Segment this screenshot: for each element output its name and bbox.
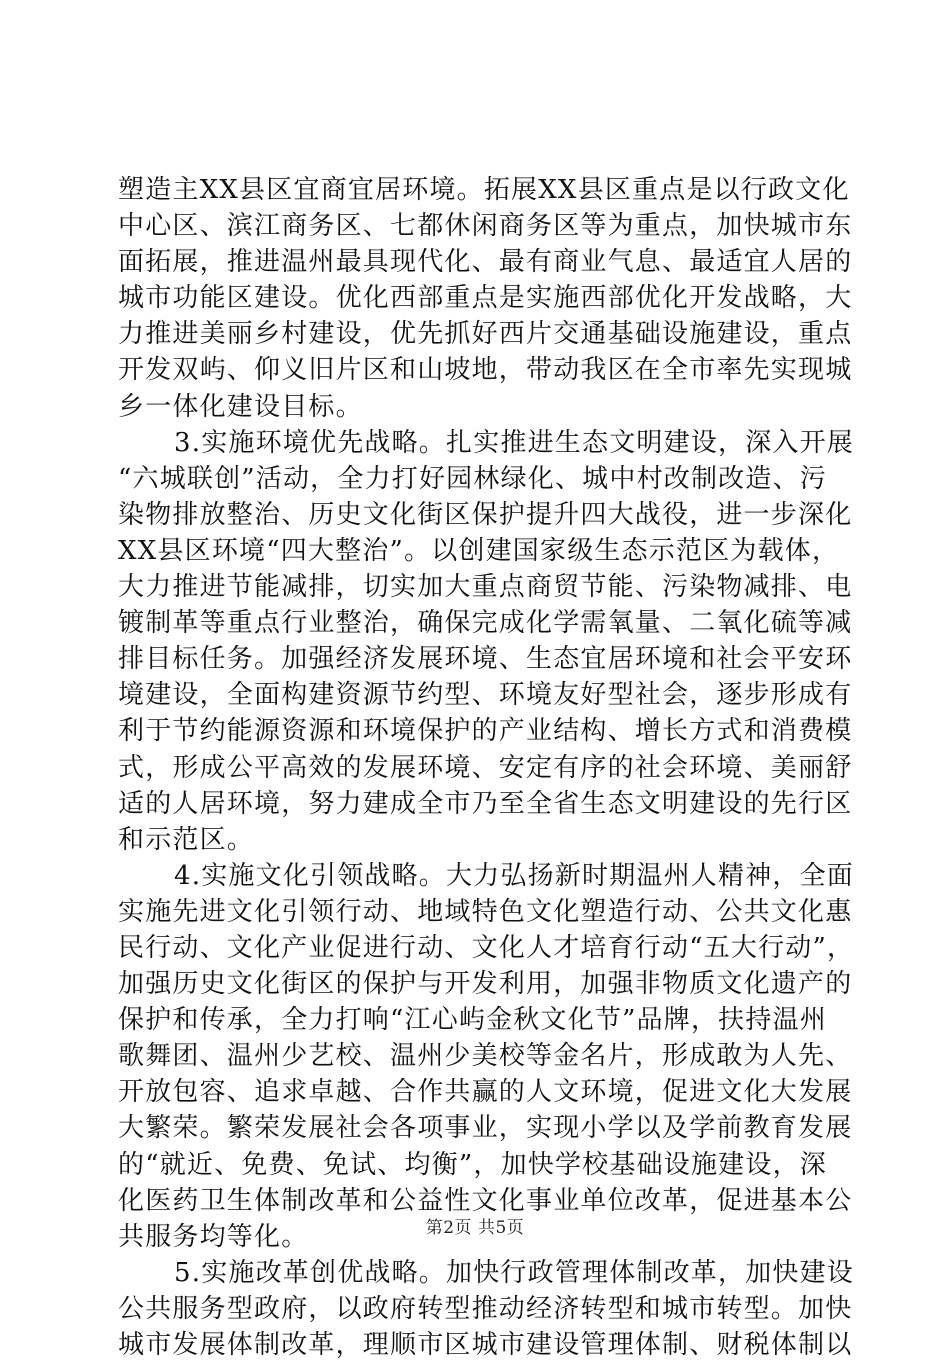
document-body bbox=[118, 172, 855, 1363]
paragraph-first-line: 5.实施改革创优战略。加快行政管理体制改革，加快建设 bbox=[174, 1257, 855, 1288]
text-line: 大繁荣。繁荣发展社会各项事业，实现小学以及学前教育发展 bbox=[118, 1113, 853, 1144]
text-line: 适的人居环境，努力建成全市乃至全省生态文明建设的先行区 bbox=[118, 788, 853, 819]
text-line: 开发双屿、仰义旧片区和山坡地，带动我区在全市率先实现城 bbox=[118, 355, 853, 386]
text-line: 民行动、文化产业促进行动、文化人才培育行动“五大行动”， bbox=[118, 932, 855, 963]
text-line: 式，形成公平高效的发展环境、安定有序的社会环境、美丽舒 bbox=[118, 752, 853, 783]
text-line: 开放包容、追求卓越、合作共赢的人文环境，促进文化大发展 bbox=[118, 1077, 853, 1108]
text-line: 利于节约能源资源和环境保护的产业结构、增长方式和消费模 bbox=[118, 716, 853, 747]
paragraph-first-line: 4.实施文化引领战略。大力弘扬新时期温州人精神，全面 bbox=[174, 860, 855, 891]
text-line: 公共服务型政府，以政府转型推动经济转型和城市转型。加快 bbox=[118, 1293, 853, 1324]
text-line: 乡一体化建设目标。 bbox=[118, 391, 363, 422]
text-line: 中心区、滨江商务区、七都休闲商务区等为重点，加快城市东 bbox=[118, 211, 853, 242]
text-line: 歌舞团、温州少艺校、温州少美校等金名片，形成敢为人先、 bbox=[118, 1041, 853, 1072]
text-line: 和示范区。 bbox=[118, 824, 255, 855]
text-line: 镀制革等重点行业整治，确保完成化学需氧量、二氧化硫等减 bbox=[118, 608, 853, 639]
text-line: 共服务均等化。 bbox=[118, 1221, 309, 1252]
text-line: 排目标任务。加强经济发展环境、生态宜居环境和社会平安环 bbox=[118, 644, 853, 675]
text-line: 境建设，全面构建资源节约型、环境友好型社会，逐步形成有 bbox=[118, 680, 853, 711]
page-footer: 第2页 共5页 bbox=[425, 1218, 525, 1238]
text-line: 染物排放整治、历史文化街区保护提升四大战役，进一步深化 bbox=[118, 499, 853, 530]
text-line: 城市功能区建设。优化西部重点是实施西部优化开发战略，大 bbox=[118, 283, 853, 314]
text-line: 塑造主XX县区宜商宜居环境。拓展XX县区重点是以行政文化 bbox=[118, 175, 850, 205]
text-line: 的“就近、免费、免试、均衡”，加快学校基础设施建设，深 bbox=[118, 1149, 827, 1180]
text-line: 城市发展体制改革，理顺市区城市建设管理体制、财税体制以 bbox=[118, 1330, 853, 1360]
text-line: 实施先进文化引领行动、地域特色文化塑造行动、公共文化惠 bbox=[118, 896, 853, 927]
text-line: 面拓展，推进温州最具现代化、最有商业气息、最适宜人居的 bbox=[118, 247, 853, 278]
text-line: 保护和传承，全力打响“江心屿金秋文化节”品牌，扶持温州 bbox=[118, 1005, 827, 1036]
text-line: 加强历史文化街区的保护与开发利用，加强非物质文化遗产的 bbox=[118, 969, 853, 1000]
text-line: 力推进美丽乡村建设，优先抓好西片交通基础设施建设，重点 bbox=[118, 319, 853, 350]
text-line: 大力推进节能减排，切实加大重点商贸节能、污染物减排、电 bbox=[118, 572, 853, 603]
text-line: “六城联创”活动，全力打好园林绿化、城中村改制改造、污 bbox=[118, 463, 827, 494]
text-line: 化医药卫生体制改革和公益性文化事业单位改革，促进基本公 bbox=[118, 1185, 853, 1216]
text-line: XX县区环境“四大整治”。以创建国家级生态示范区为载体， bbox=[118, 535, 840, 566]
paragraph-first-line: 3.实施环境优先战略。扎实推进生态文明建设，深入开展 bbox=[174, 427, 855, 458]
